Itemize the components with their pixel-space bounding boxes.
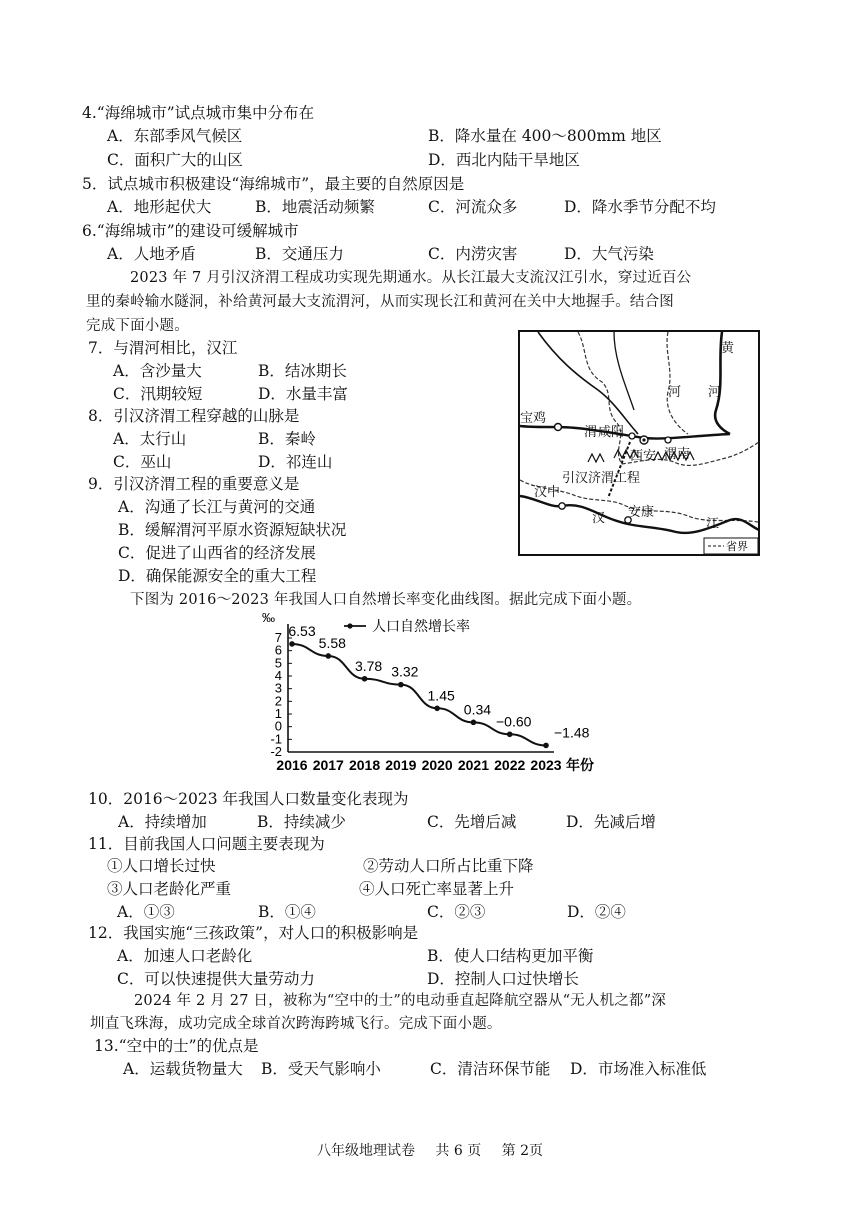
- data-point: [507, 731, 513, 737]
- footer-title: 八年级地理试卷: [316, 1143, 415, 1159]
- q5-option-a: A．地形起伏大: [107, 198, 212, 216]
- footer-total-pages: 共 6 页: [435, 1143, 482, 1159]
- data-point: [362, 676, 368, 682]
- q13-stem: 13.“空中的士”的优点是: [94, 1037, 259, 1055]
- map-label-project: 引汉济渭工程: [562, 470, 641, 485]
- q11-option-b: B．①④: [258, 903, 316, 921]
- y-tick-label: 1: [274, 706, 282, 721]
- q9-option-c: C．促进了山西省的经济发展: [118, 544, 316, 562]
- q7-option-c: C．汛期较短: [113, 385, 203, 403]
- map-label-huang: 黄: [721, 340, 735, 355]
- q4-option-b: B．降水量在 400～800mm 地区: [428, 127, 662, 145]
- intro2: 下图为 2016～2023 年我国人口自然增长率变化曲线图。据此完成下面小题。: [130, 592, 642, 608]
- x-axis-suffix: 年份: [566, 757, 594, 773]
- data-label: 3.78: [354, 657, 383, 674]
- y-tick-label: -1: [270, 731, 282, 747]
- map-label-ankang: 安康: [628, 504, 655, 519]
- hanzhong-city-marker: [559, 503, 565, 509]
- data-point: [543, 743, 549, 749]
- intro1-line2: 里的秦岭输水隧洞，补给黄河最大支流渭河，从而实现长江和黄河在关中大地握手。结合图: [86, 294, 674, 310]
- q13-option-b: B．受天气影响小: [261, 1060, 381, 1078]
- q13-option-c: C．清洁环保节能: [430, 1060, 551, 1078]
- data-label: 3.32: [391, 663, 419, 680]
- q6-option-c: C．内涝灾害: [428, 245, 518, 263]
- q12-option-c: C．可以快速提供大量劳动力: [117, 970, 315, 988]
- q12-option-a: A．加速人口老龄化: [117, 947, 253, 965]
- q8-option-b: B．秦岭: [258, 430, 316, 448]
- q13-option-a: A．运载货物量大: [123, 1060, 243, 1078]
- intro3-line2: 圳直飞珠海，成功完成全球首次跨海跨城飞行。完成下面小题。: [90, 1016, 502, 1032]
- xianyang-city-marker: [629, 433, 635, 439]
- intro1-line3: 完成下面小题。: [86, 318, 189, 334]
- q7-option-d: D．水量丰富: [258, 385, 348, 403]
- x-tick-label: 2022: [494, 757, 526, 773]
- weinan-city-marker: [665, 437, 671, 443]
- intro1-line1: 2023 年 7 月引汉济渭工程成功实现先期通水。从长江最大支流汉江引水，穿过近百公: [130, 270, 692, 286]
- map-label-jiang: 江: [706, 516, 720, 531]
- y-tick-label: 0: [274, 718, 282, 734]
- q12-option-d: D．控制人口过快增长: [427, 970, 579, 988]
- map-label-xian: 西安: [630, 448, 657, 463]
- q11-option-c: C．②③: [427, 903, 486, 921]
- xian-city-dot: [642, 438, 645, 441]
- data-label: 5.58: [318, 634, 346, 651]
- q4-option-d: D．西北内陆干旱地区: [428, 151, 580, 169]
- q11-statement-2: ②劳动人口所占比重下降: [363, 857, 534, 875]
- data-label: −1.48: [554, 724, 590, 741]
- q11-stem: 11．目前我国人口问题主要表现为: [88, 835, 325, 853]
- baoji-city-marker: [555, 424, 562, 431]
- q6-option-d: D．大气污染: [564, 245, 654, 263]
- data-label: 6.53: [288, 622, 316, 639]
- q6-stem: 6.“海绵城市”的建设可缓解城市: [82, 222, 299, 240]
- footer-page-number: 第 2页: [501, 1143, 544, 1159]
- y-tick-label: 5: [274, 655, 282, 671]
- map-legend-label: 省界: [726, 541, 748, 553]
- data-point: [325, 653, 331, 659]
- x-tick-label: 2018: [348, 757, 381, 773]
- q8-stem: 8．引汉济渭工程穿越的山脉是: [88, 407, 300, 425]
- q4-option-a: A．东部季风气候区: [107, 127, 243, 145]
- x-tick-label: 2023: [530, 757, 562, 773]
- q8-option-c: C．巫山: [113, 453, 172, 471]
- data-point: [434, 706, 440, 712]
- q5-option-b: B．地震活动频繁: [255, 198, 375, 216]
- y-tick-label: 3: [274, 680, 282, 696]
- page-footer: [0, 1140, 860, 1160]
- chart-marks: [288, 623, 589, 748]
- legend-marker: [347, 623, 352, 628]
- q7-option-b: B．结冰期长: [258, 362, 347, 380]
- q9-option-d: D．确保能源安全的重大工程: [118, 567, 317, 585]
- map-label-baoji: 宝鸡: [520, 410, 547, 425]
- intro3-line1: 2024 年 2 月 27 日，被称为“空中的士”的电动垂直起降航空器从“无人机之都”深: [134, 993, 667, 1009]
- data-label: 0.34: [463, 701, 492, 718]
- series-line: [292, 644, 546, 745]
- y-tick-label: 6: [274, 642, 282, 658]
- q6-option-b: B．交通压力: [255, 245, 344, 263]
- q11-statement-1: ①人口增长过快: [107, 857, 216, 875]
- map-label-he1: 河: [708, 384, 722, 399]
- map-label-hanzhong: 汉中: [534, 484, 561, 499]
- map-label-wei: 渭: [584, 424, 598, 439]
- data-point: [289, 641, 295, 647]
- q9-stem: 9．引汉济渭工程的重要意义是: [88, 475, 300, 493]
- y-tick-label: -2: [270, 744, 282, 759]
- q11-statement-3: ③人口老龄化严重: [107, 880, 232, 898]
- q11-statement-4: ④人口死亡率显著上升: [359, 880, 515, 898]
- q6-option-a: A．人地矛盾: [107, 245, 196, 263]
- x-tick-label: 2021: [457, 757, 490, 773]
- q5-option-c: C．河流众多: [428, 198, 518, 216]
- q11-option-a: A．①③: [117, 903, 175, 921]
- y-tick-label: 4: [274, 668, 282, 683]
- map-label-he2: 河: [668, 384, 682, 399]
- map-label-xianyang: 咸阳: [598, 424, 625, 439]
- q8-option-d: D．祁连山: [258, 453, 333, 471]
- population-growth-chart: [252, 612, 632, 782]
- q10-option-b: B．持续减少: [257, 813, 346, 831]
- q10-option-a: A．持续增加: [118, 813, 207, 831]
- q13-option-d: D．市场准入标准低: [570, 1060, 707, 1078]
- legend-label: 人口自然增长率: [372, 618, 470, 634]
- q4-option-c: C．面积广大的山区: [107, 151, 243, 169]
- x-tick-label: 2016: [276, 757, 308, 773]
- q12-stem: 12．我国实施“三孩政策”，对人口的积极影响是: [88, 924, 419, 942]
- x-tick-label: 2020: [421, 757, 453, 773]
- q10-stem: 10．2016～2023 年我国人口数量变化表现为: [88, 790, 409, 808]
- q11-option-d: D．②④: [567, 903, 626, 921]
- q5-option-d: D．降水季节分配不均: [564, 198, 716, 216]
- y-axis-unit: ‰: [262, 612, 275, 625]
- data-point: [398, 682, 404, 688]
- data-label: −0.60: [495, 713, 532, 730]
- x-tick-label: 2017: [312, 757, 344, 773]
- q7-option-a: A．含沙量大: [113, 362, 202, 380]
- map-label-weinan: 渭南: [664, 446, 691, 461]
- data-point: [471, 720, 477, 726]
- q4-stem: 4.“海绵城市”试点城市集中分布在: [82, 104, 315, 122]
- map-label-han: 汉: [592, 510, 606, 525]
- q8-option-a: A．太行山: [113, 430, 187, 448]
- x-tick-label: 2019: [385, 757, 417, 773]
- yinhan-jiwei-map: [518, 330, 760, 556]
- q10-option-c: C．先增后减: [427, 813, 517, 831]
- q12-option-b: B．使人口结构更加平衡: [427, 947, 594, 965]
- data-label: 1.45: [427, 687, 455, 704]
- q9-option-b: B．缓解渭河平原水资源短缺状况: [118, 521, 347, 539]
- y-tick-label: 7: [274, 630, 282, 645]
- q5-stem: 5．试点城市积极建设“海绵城市”，最主要的自然原因是: [82, 175, 465, 193]
- map-frame: [519, 331, 759, 555]
- q10-option-d: D．先减后增: [566, 813, 656, 831]
- q7-stem: 7．与渭河相比，汉江: [88, 339, 238, 357]
- y-tick-label: 2: [274, 693, 282, 709]
- q9-option-a: A．沟通了长江与黄河的交通: [118, 498, 316, 516]
